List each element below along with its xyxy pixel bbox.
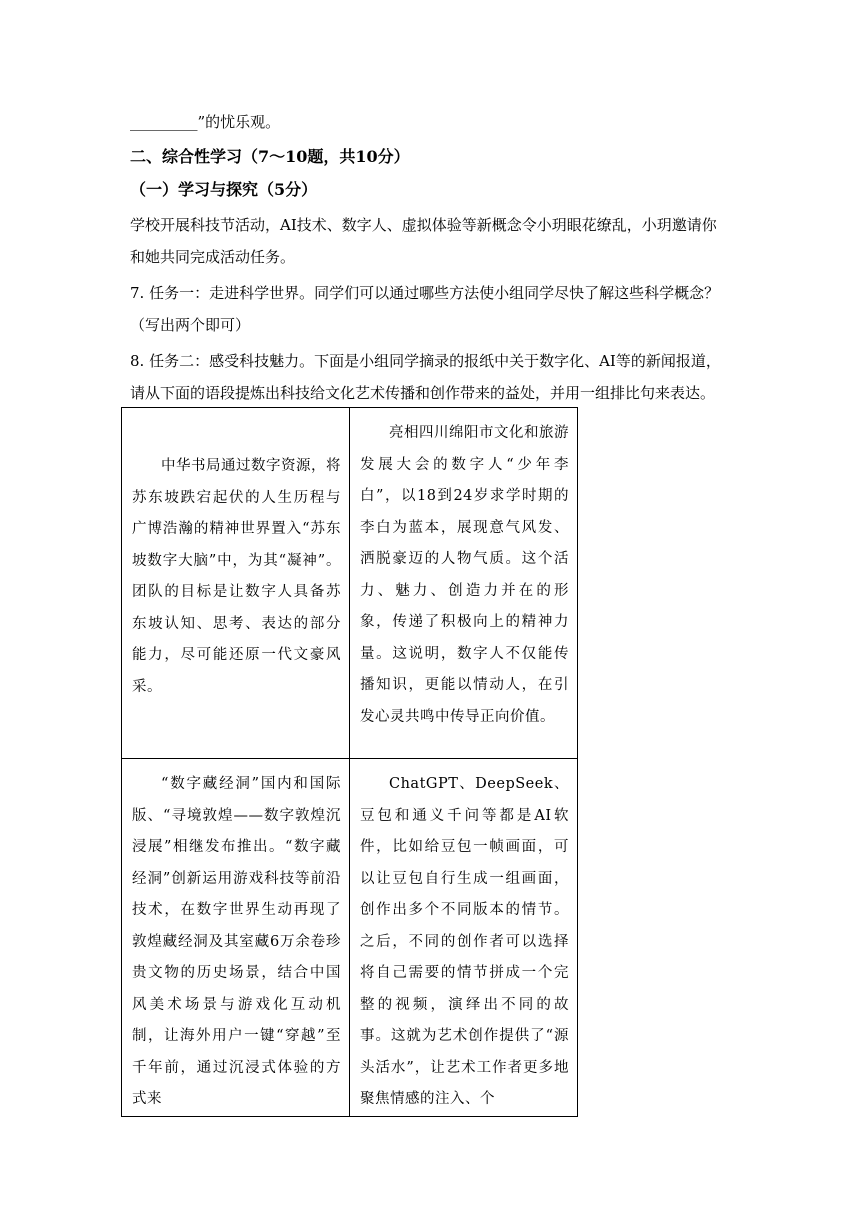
table-cell-digital-dunhuang: [122, 759, 350, 1117]
table-cell-ai-software: [350, 759, 578, 1117]
table-cell-libai-digital-human: [350, 408, 578, 759]
intro-line-text: ”的忧乐观。: [197, 113, 281, 131]
question-8-line-1: 8. 任务二：感受科技魅力。下面是小组同学摘录的报纸中关于数字化、AI等的新闻报道，: [130, 352, 721, 370]
answer-blank: _________: [130, 113, 198, 131]
section-title: 二、综合性学习（7～10题，共10分）: [130, 147, 410, 166]
question-7-line-1: 7. 任务一：走进科学世界。同学们可以通过哪些方法使小组同学尽快了解这些科学概念？: [130, 284, 720, 302]
intro-line: [130, 112, 280, 132]
cell-3-text: “数字藏经洞”国内和国际版、“寻境敦煌——数字敦煌沉浸展”相继发布推出。“数字藏经洞”创新运用游戏科技等前沿技术，在数字世界生动再现了敦煌藏经洞及其室藏6万余卷珍贵文物的历史场景，结合中国风美术场景与游戏化互动机制，让海外用户一键“穿越”至千年前，通过沉浸式体验的方式来: [132, 776, 341, 1107]
question-7-line-2: （写出两个即可）: [130, 316, 251, 334]
news-excerpts-table: [121, 407, 578, 1117]
cell-2-text: 亮相四川绵阳市文化和旅游发展大会的数字人“少年李白”，以18到24岁求学时期的李白为蓝本，展现意气风发、洒脱豪迈的人物气质。这个活力、魅力、创造力并在的形象，传递了积极向上的精神力量。这说明，数字人不仅能传播知识，更能以情动人，在引发心灵共鸣中传导正向价值。: [360, 425, 569, 725]
cell-1-text: 中华书局通过数字资源，将苏东坡跌宕起伏的人生历程与广博浩瀚的精神世界置入“苏东坡数字大脑”中，为其“凝神”。团队的目标是让数字人具备苏东坡认知、思考、表达的部分能力，尽可能还原一代文豪风采。: [132, 458, 341, 695]
table-cell-zhonghua-shuju: [122, 408, 350, 759]
cell-4-text: ChatGPT、DeepSeek、豆包和通义千问等都是AI软件，比如给豆包一帧画面，可以让豆包自行生成一组画面，创作出多个不同版本的情节。之后，不同的创作者可以选择将自己需要的情节拼成一个完整的视频，演绎出不同的故事。这就为艺术创作提供了“源头活水”，让艺术工作者更多地聚焦情感的注入、个: [360, 776, 569, 1107]
intro-paragraph-line-1: 学校开展科技节活动，AI技术、数字人、虚拟体验等新概念令小玥眼花缭乱，小玥邀请你: [130, 216, 717, 234]
question-8-line-2: 请从下面的语段提炼出科技给文化艺术传播和创作带来的益处，并用一组排比句来表达。: [130, 384, 716, 402]
intro-paragraph-line-2: 和她共同完成活动任务。: [130, 248, 296, 266]
table-row: [122, 408, 578, 759]
subsection-title: （一）学习与探究（5分）: [130, 180, 318, 199]
table-row: [122, 759, 578, 1117]
